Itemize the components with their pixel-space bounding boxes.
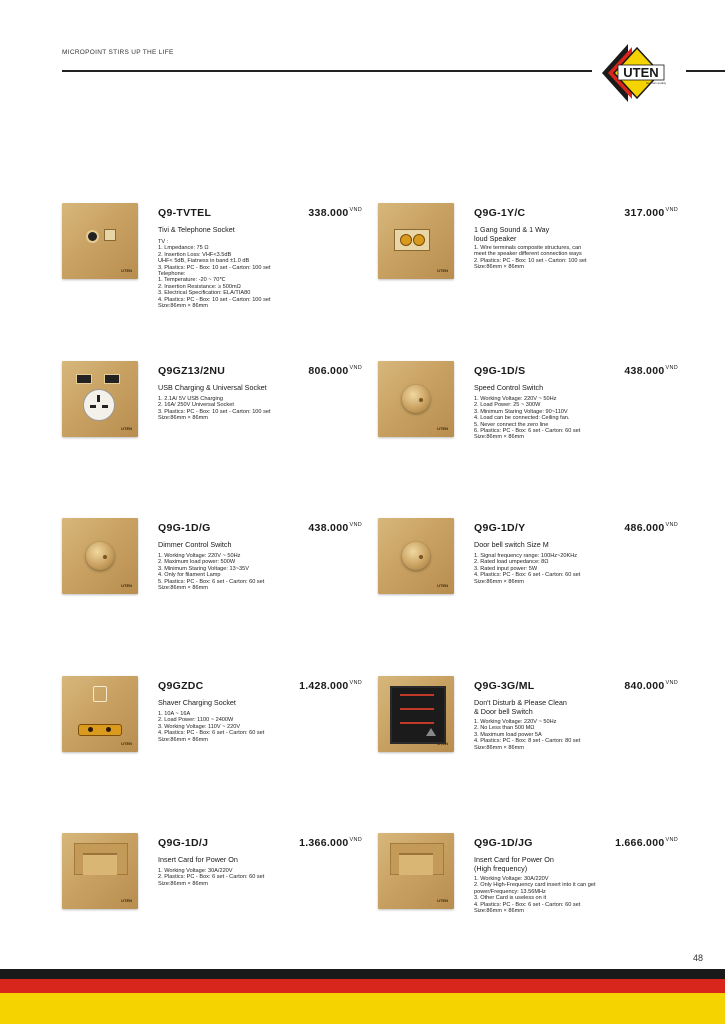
- spec-line: 3. Maximum load power 5A: [474, 731, 542, 738]
- spec-line: UHF< 5dB, Fiatness in band ±1.0 dB: [158, 258, 250, 265]
- brand-mark: UTEN: [121, 898, 132, 903]
- brand-mark: UTEN: [437, 268, 448, 273]
- product-image: [62, 518, 138, 594]
- spec-line: 1. Working Voltage: 220V ~ 50Hz: [474, 396, 557, 402]
- brand-mark: UTEN: [437, 741, 448, 746]
- spec-line: 1. Working Voltage: 220V ~ 50Hz: [474, 719, 557, 725]
- spec-line: meet the speaker different connection ways: [474, 251, 582, 258]
- spec-line: 4. Plastics: PC - Box: 6 set - Carton: 60 set: [474, 901, 581, 908]
- product-name: Door bell switch Size M: [474, 540, 549, 549]
- spec-line: 2. 16A/ 250V Universal Socket: [158, 402, 234, 409]
- brand-mark: UTEN: [437, 898, 448, 903]
- product-name: Don't Disturb & Please Clean & Door bell Switch: [474, 698, 567, 716]
- spec-line: 2. Rated load umpedance: 8Ω: [474, 559, 549, 566]
- tv-port-icon: [86, 230, 99, 243]
- product-price: $317.000^{VND}$: [624, 207, 678, 219]
- spec-list: [474, 876, 674, 914]
- product-code: Q9G-1D/JG: [474, 837, 533, 849]
- product-image: [62, 676, 138, 752]
- spec-line: 1. 10A ~ 16A: [158, 711, 191, 717]
- brand-mark: UTEN: [121, 583, 132, 588]
- card-slot-icon: [74, 843, 128, 875]
- product-name: Speed Control Switch: [474, 383, 544, 392]
- universal-socket-icon: [83, 389, 115, 421]
- product-card: [62, 361, 362, 471]
- product-name: Insert Card for Power On: [158, 855, 238, 864]
- shaver-icon: [93, 686, 107, 702]
- spec-line: 3. Other Card is useless on it: [474, 895, 547, 902]
- product-card: [62, 833, 362, 943]
- spec-line: 4. Plastics: PC - Box: 8 set - Carton: 80 set: [474, 738, 581, 745]
- spec-list: [158, 396, 358, 422]
- spec-list: [158, 239, 358, 309]
- product-image: [378, 361, 454, 437]
- spec-line: 3. Minimum Staring Voltage: 90~110V: [474, 408, 568, 415]
- spec-line: 4. Only for filament Lamp: [158, 572, 221, 579]
- spec-line: Size:86mm × 86mm: [474, 434, 524, 441]
- product-image: [378, 203, 454, 279]
- spec-line: 6. Plastics: PC - Box: 6 set - Carton: 60 set: [474, 428, 581, 435]
- spec-line: 4. Plastics: PC - Box: 6 set - Carton: 60 set: [158, 730, 265, 737]
- product-code: Q9G-1D/G: [158, 522, 211, 534]
- spec-line: TV :: [158, 239, 169, 245]
- spec-line: 3. Plastics: PC - Box: 10 set - Carton: 100 set: [158, 408, 271, 415]
- header-rule: [62, 70, 592, 72]
- product-name: Insert Card for Power On (High frequency): [474, 855, 554, 873]
- spec-line: Size:86mm × 86mm: [158, 585, 208, 592]
- spec-list: [474, 396, 674, 441]
- usb-port-icon: [76, 374, 92, 384]
- spec-list: [158, 868, 358, 887]
- brand-mark: UTEN: [121, 268, 132, 273]
- spec-list: [158, 553, 358, 591]
- spec-line: 3. Rated input power: 5W: [474, 565, 538, 572]
- spec-line: 1. Signal frequency range: 100Hz~20KHz: [474, 553, 578, 559]
- product-price: $1.366.000^{VND}$: [299, 837, 362, 849]
- product-code: Q9-TVTEL: [158, 207, 212, 219]
- product-card: [378, 361, 678, 471]
- spec-line: 5. Never connect the zero line: [474, 421, 549, 428]
- product-card: [62, 518, 362, 628]
- product-price: $840.000^{VND}$: [624, 680, 678, 692]
- card-slot-icon: [390, 843, 444, 875]
- product-card: [378, 676, 678, 786]
- doorbell-knob-icon: [402, 542, 430, 570]
- brand-mark: UTEN: [121, 426, 132, 431]
- logo-subtext: German quality: [645, 81, 667, 85]
- product-price: $1.666.000^{VND}$: [615, 837, 678, 849]
- product-card: [378, 833, 678, 943]
- product-card: [378, 203, 678, 313]
- tagline: MICROPOINT STIRS UP THE LIFE: [62, 49, 174, 56]
- spec-line: Size:86mm × 86mm: [158, 303, 208, 310]
- spec-line: 2. Plastics: PC - Box: 6 set - Carton: 60 set: [158, 874, 265, 881]
- product-image: [378, 833, 454, 909]
- product-code: Q9G-1Y/C: [474, 207, 526, 219]
- spec-line: 3. Working Voltage: 110V ~ 220V: [158, 723, 241, 730]
- spec-line: 1. Temperature: -20 ~ 70℃: [158, 277, 226, 284]
- spec-list: [158, 711, 358, 743]
- speaker-terminal-icon: [394, 229, 430, 251]
- product-code: Q9G-3G/ML: [474, 680, 535, 692]
- dnd-panel-icon: [390, 686, 446, 744]
- spec-line: 4. Plastics: PC - Box: 10 set - Carton: 100 set: [158, 296, 271, 303]
- spec-line: 2. Only High-Frequency card insert into it can get: [474, 882, 596, 889]
- spec-line: 1. Working Voltage: 30A/220V: [158, 868, 233, 874]
- product-price: $438.000^{VND}$: [624, 365, 678, 377]
- product-code: Q9GZ13/2NU: [158, 365, 226, 377]
- footer-stripe-black: [0, 969, 725, 979]
- product-image: [378, 676, 454, 752]
- product-image: [62, 203, 138, 279]
- product-price: $1.428.000^{VND}$: [299, 680, 362, 692]
- usb-port-icon: [104, 374, 120, 384]
- product-code: Q9G-1D/Y: [474, 522, 526, 534]
- page-number: 48: [692, 953, 703, 963]
- product-card: [378, 518, 678, 628]
- brand-mark: UTEN: [437, 583, 448, 588]
- product-code: Q9G-1D/J: [158, 837, 209, 849]
- product-name: 1 Gang Sound & 1 Way loud Speaker: [474, 225, 550, 243]
- product-price: $338.000^{VND}$: [308, 207, 362, 219]
- product-card: [62, 203, 362, 313]
- logo-text: UTEN: [623, 65, 659, 80]
- spec-line: 2. Insertion Loss: VHF<3.5dB: [158, 251, 232, 258]
- spec-line: Size:86mm × 86mm: [474, 264, 524, 271]
- product-name: USB Charging & Universal Socket: [158, 383, 267, 392]
- footer-stripe-red: [0, 979, 725, 993]
- product-name: Tivi & Telephone Socket: [158, 225, 235, 234]
- spec-line: Size:86mm × 86mm: [474, 908, 524, 915]
- spec-line: 2. Load Power: 1100 ~ 2400W: [158, 717, 234, 724]
- spec-line: Size:86mm × 86mm: [158, 736, 208, 743]
- phone-port-icon: [104, 229, 116, 241]
- dimmer-knob-icon: [86, 542, 114, 570]
- spec-line: 2. Insertion Resistance: ≥ 500mΩ: [158, 283, 241, 290]
- spec-line: 2. Load Power: 25 ~ 300W: [474, 402, 541, 409]
- spec-line: 3. Minimum Staring Voltage: 13~35V: [158, 565, 249, 572]
- spec-line: 3. Plastics: PC - Box: 10 set - Carton: 100 set: [158, 264, 271, 271]
- product-image: [62, 833, 138, 909]
- spec-list: [474, 719, 674, 751]
- spec-line: 1. Lmpedance: 75 Ω: [158, 245, 209, 252]
- brand-mark: UTEN: [437, 426, 448, 431]
- spec-line: 2. Maximum load power: 500W: [158, 559, 236, 566]
- spec-line: 1. Wire terminals composite structures, can: [474, 245, 582, 251]
- spec-line: 2. Plastics: PC - Box: 10 set - Carton: 100 set: [474, 257, 587, 264]
- footer-stripe-yellow: [0, 993, 725, 1024]
- spec-list: [474, 553, 674, 585]
- product-image: [378, 518, 454, 594]
- spec-line: 5. Plastics: PC - Box: 6 set - Carton: 60 set: [158, 578, 265, 585]
- product-card: [62, 676, 362, 786]
- spec-line: 1. Working Voltage: 220V ~ 50Hz: [158, 553, 241, 559]
- spec-line: Size:86mm × 86mm: [474, 744, 524, 751]
- product-name: Dimmer Control Switch: [158, 540, 232, 549]
- spec-line: 4. Load can be connected: Ceiling fan.: [474, 415, 570, 422]
- shaver-socket-icon: [78, 724, 122, 736]
- spec-list: [474, 245, 674, 271]
- spec-line: power/Frequency: 13.56MHz: [474, 888, 546, 895]
- uten-logo: [598, 40, 676, 106]
- product-price: $438.000^{VND}$: [308, 522, 362, 534]
- product-code: Q9GZDC: [158, 680, 204, 692]
- speed-knob-icon: [402, 385, 430, 413]
- spec-line: 2. No Less than 500 MΩ: [474, 725, 535, 732]
- spec-line: 1. Working Voltage: 30A/220V: [474, 876, 549, 882]
- spec-line: Size:86mm × 86mm: [158, 880, 208, 887]
- spec-line: Size:86mm × 86mm: [158, 415, 208, 422]
- product-name: Shaver Charging Socket: [158, 698, 236, 707]
- product-code: Q9G-1D/S: [474, 365, 526, 377]
- spec-line: 1. 2.1A/ 5V USB Charging: [158, 396, 223, 402]
- spec-line: Size:86mm × 86mm: [474, 578, 524, 585]
- header-rule-right: [686, 70, 725, 72]
- spec-line: 4. Plastics: PC - Box: 6 set - Carton: 60 set: [474, 572, 581, 579]
- spec-line: 3. Electrical Specification: ELA/TIA80: [158, 290, 251, 297]
- product-price: $486.000^{VND}$: [624, 522, 678, 534]
- brand-mark: UTEN: [121, 741, 132, 746]
- product-image: [62, 361, 138, 437]
- spec-line: Telephone:: [158, 271, 186, 278]
- product-price: $806.000^{VND}$: [308, 365, 362, 377]
